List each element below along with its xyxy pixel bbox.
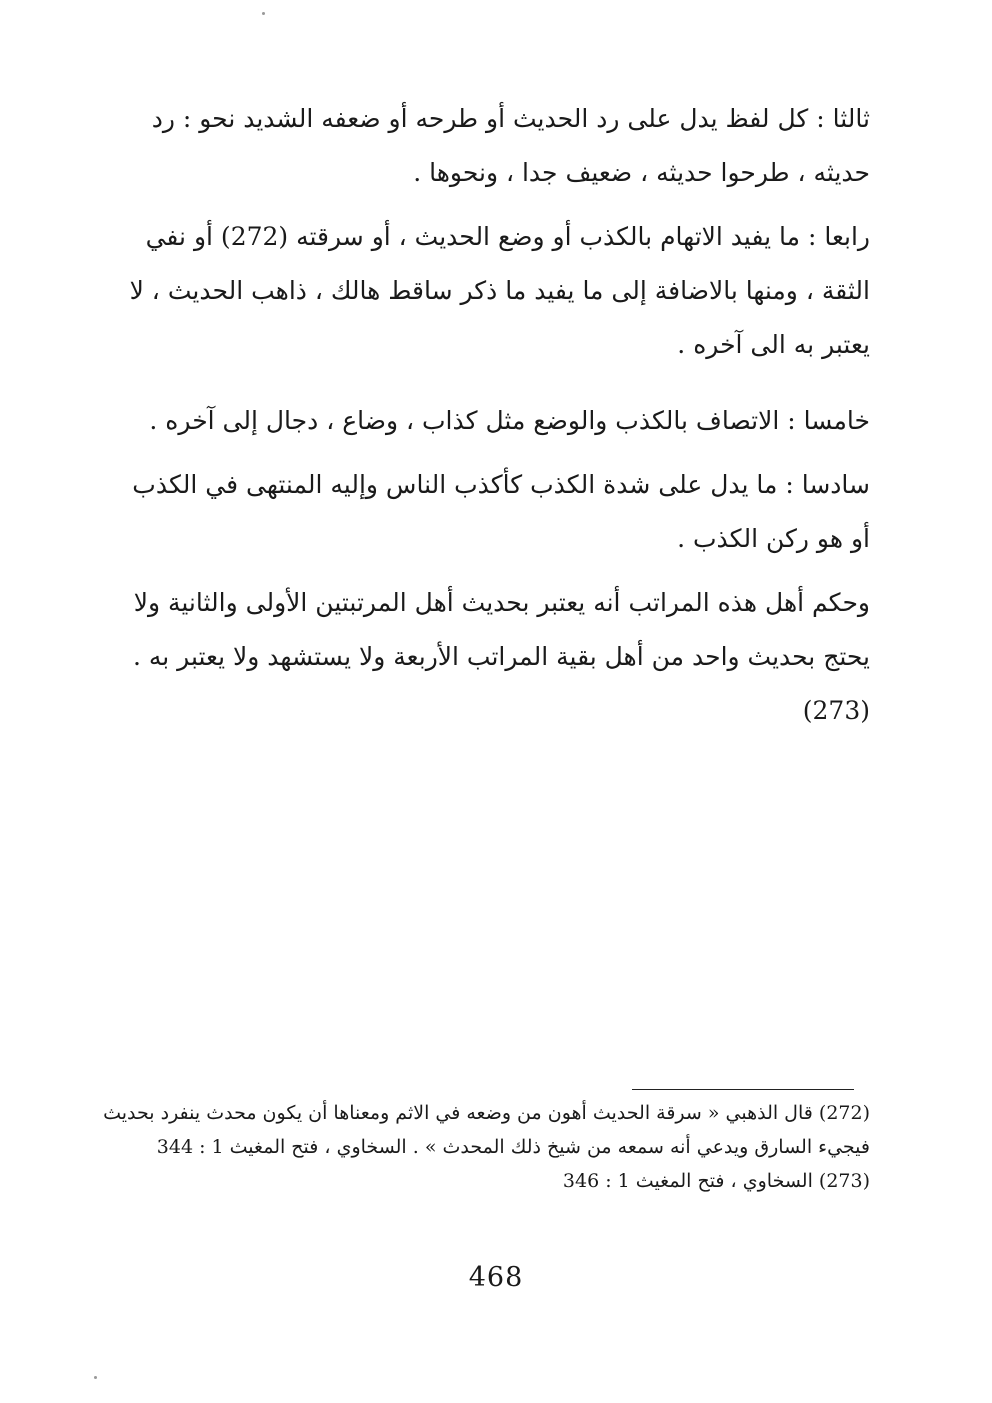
page-number: 468 [468, 1262, 524, 1293]
footnote-273: (273) السخاوي ، فتح المغيث 1 : 346 [562, 1170, 870, 1192]
paragraph-ruling: وحكم أهل هذه المراتب أنه يعتبر بحديث أهل المرتبتين الأولى والثانية ولا يحتج بحديث واحد من أهل بقية المراتب الأربعة ولا يستشهد ولا يعتبر به . (273) [132, 588, 870, 725]
paragraph-fifth-rank: خامسا : الاتصاف بالكذب والوضع مثل كذاب ، وضاع ، دجال إلى آخره . [149, 406, 870, 435]
paragraph-sixth-rank: سادسا : ما يدل على شدة الكذب كأكذب الناس وإليه المنتهى في الكذب أو هو ركن الكذب . [132, 470, 870, 553]
scan-speck [262, 12, 265, 15]
footnote-divider [632, 1089, 854, 1090]
main-body-text [118, 92, 870, 748]
footnotes-section [96, 1096, 870, 1198]
paragraph-third-rank: ثالثا : كل لفظ يدل على رد الحديث أو طرحه أو ضعفه الشديد نحو : رد حديثه ، طرحوا حديثه ، ضعيف جدا ، ونحوها . [151, 104, 870, 187]
paragraph-fourth-rank: رابعا : ما يفيد الاتهام بالكذب أو وضع الحديث ، أو سرقته (272) أو نفي الثقة ، ومنها بالاضافة إلى ما يفيد ما ذكر ساقط هالك ، ذاهب الحديث ، لا يعتبر به الى آخره . [129, 222, 870, 359]
footnote-272: (272) قال الذهبي « سرقة الحديث أهون من وضعه في الاثم ومعناها أن يكون محدث ينفرد بحديث فيجيء السارق ويدعي أنه سمعه من شيخ ذلك المحدث » . السخاوي ، فتح المغيث 1 : 344 [103, 1102, 870, 1158]
scan-speck [94, 1376, 97, 1379]
